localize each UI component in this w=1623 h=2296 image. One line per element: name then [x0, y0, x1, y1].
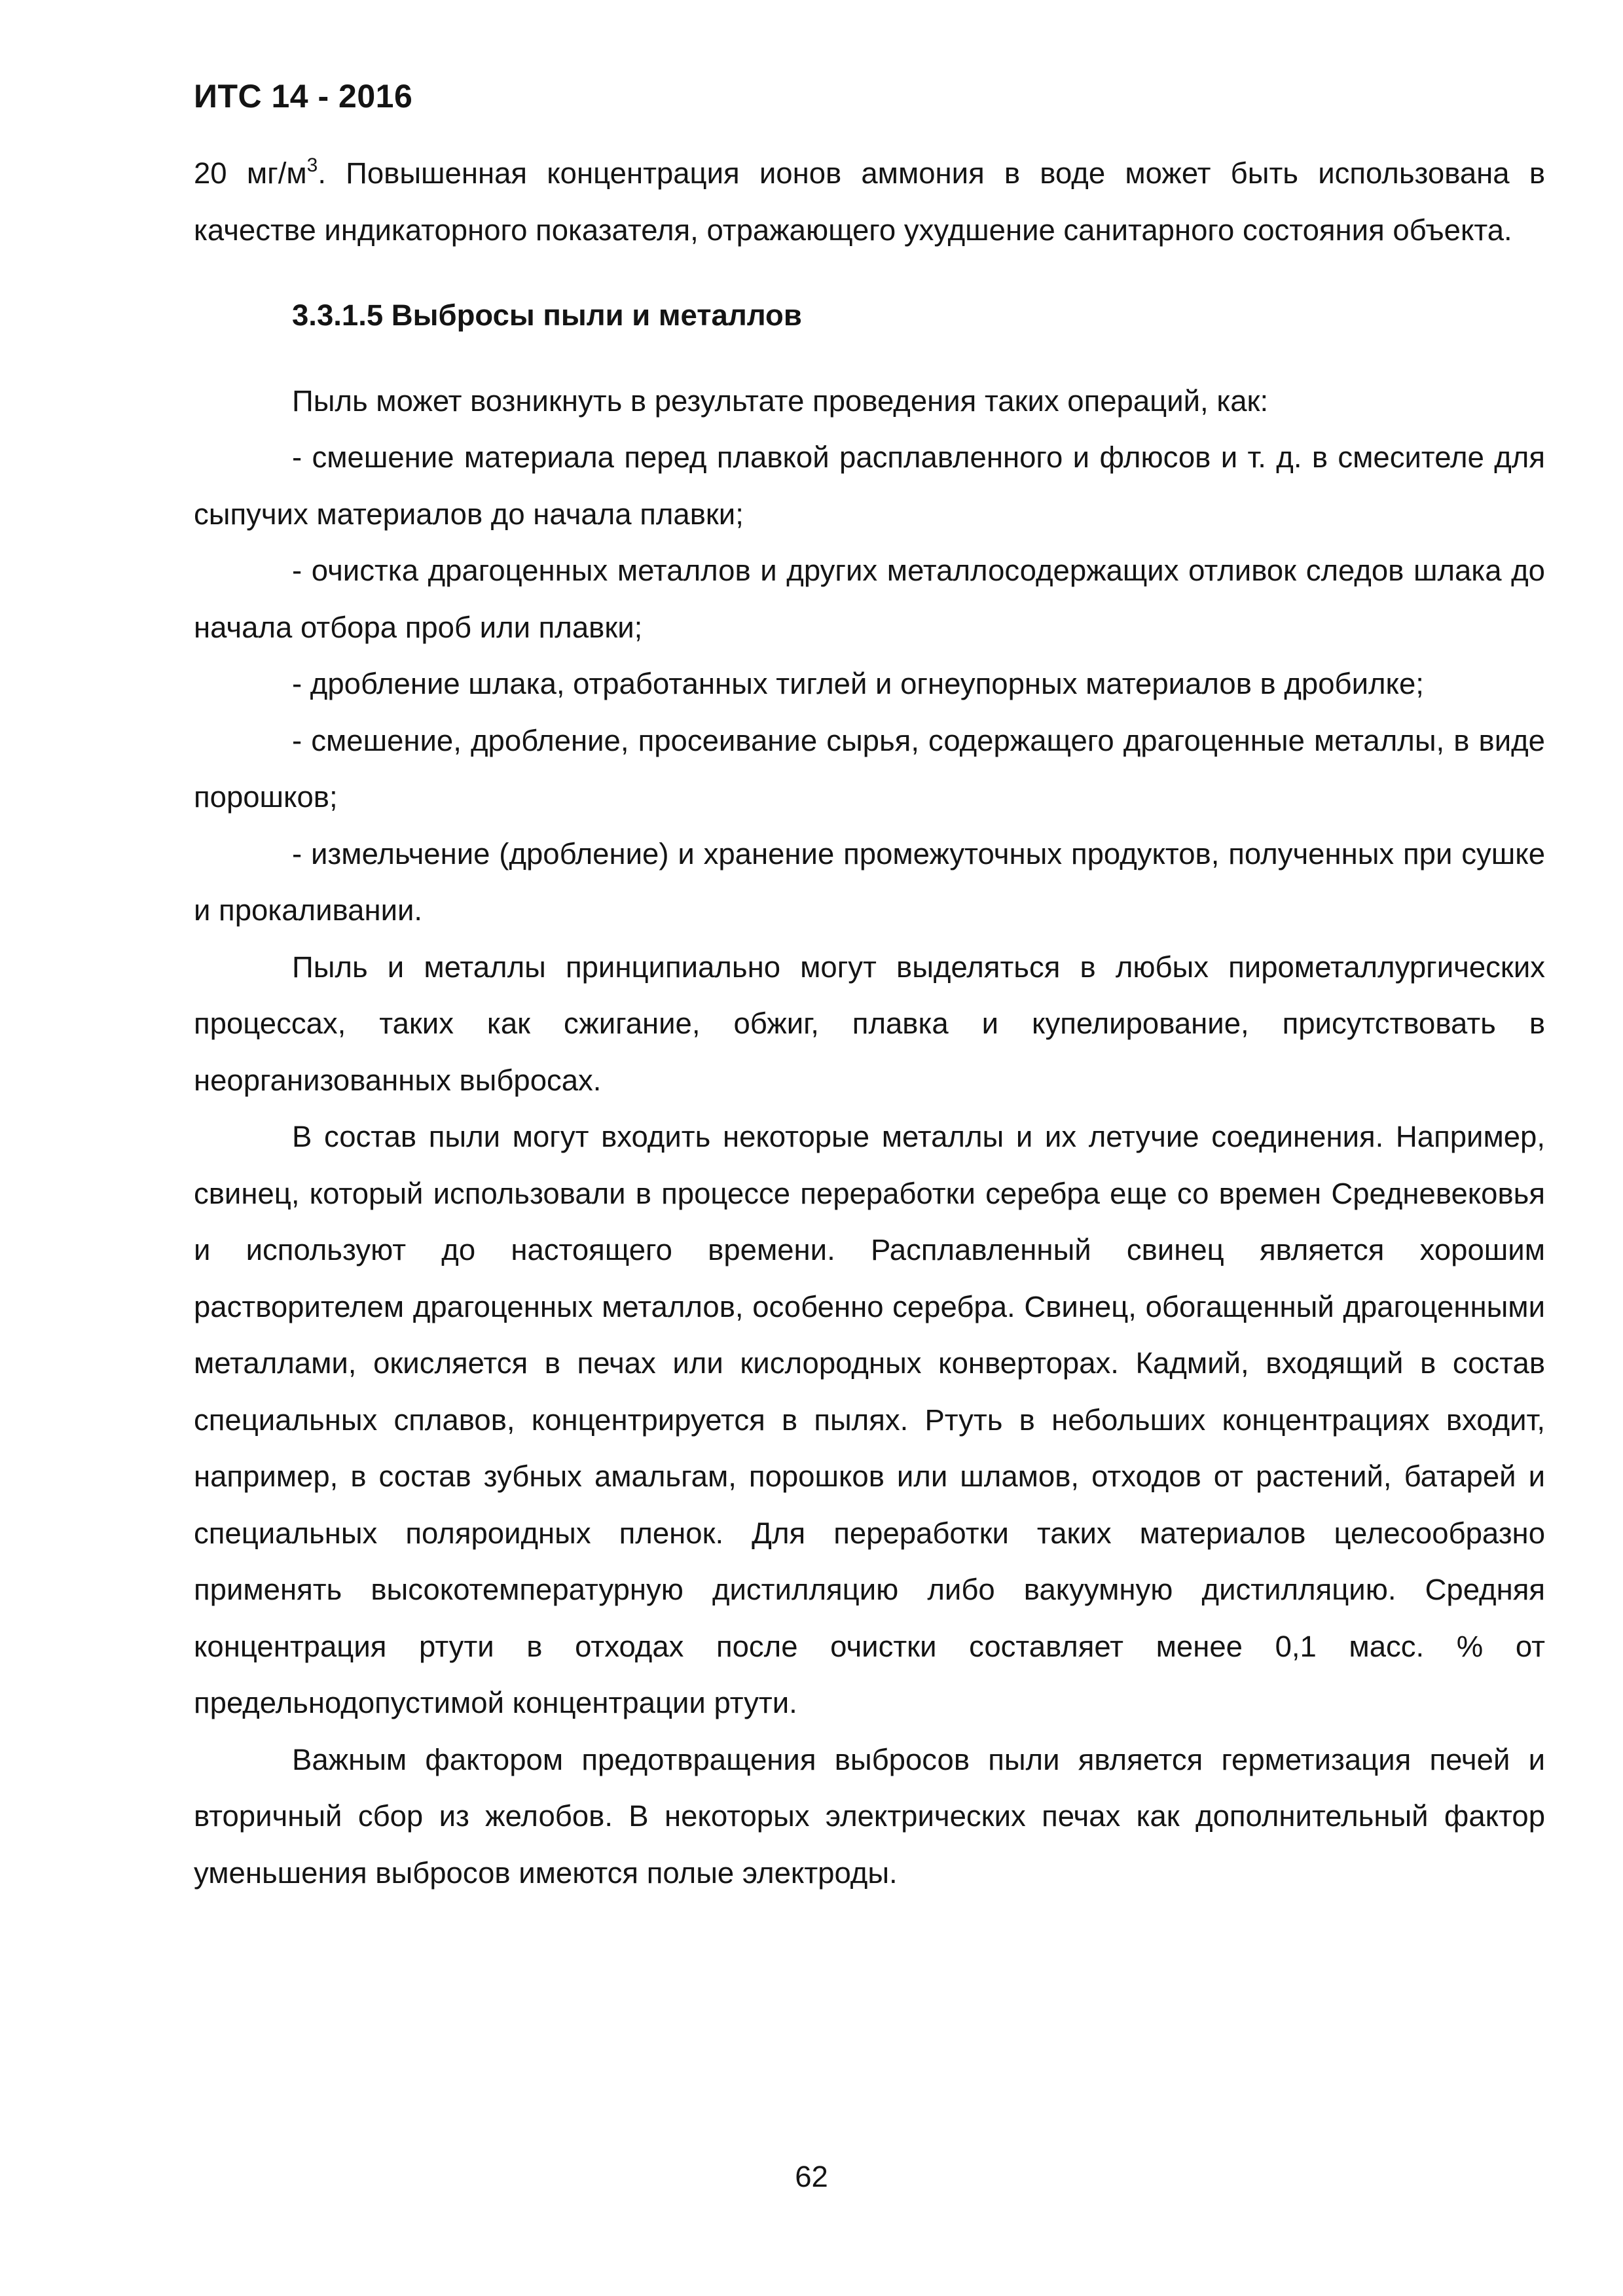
document-body — [194, 145, 1545, 1901]
list-item: - очистка драгоценных металлов и других металлосодержащих отливок следов шлака до начала отбора проб или плавки; — [194, 554, 1545, 644]
list-item: - смешение, дробление, просеивание сырья, содержащего драгоценные металлы, в виде порошков; — [194, 723, 1545, 814]
intro-rest: . Повышенная концентрация ионов аммония в воде может быть использована в качестве индикаторного показателя, отражающего ухудшение санитарного состояния объекта. — [194, 156, 1545, 247]
intro-superscript: 3 — [306, 154, 318, 176]
list-item: - смешение материала перед плавкой расплавленного и флюсов и т. д. в смесителе для сыпучих материалов до начала плавки; — [194, 440, 1545, 531]
paragraph-lead: Пыль может возникнуть в результате проведения таких операций, как: — [292, 384, 1269, 418]
paragraph: Пыль и металлы принципиально могут выделяться в любых пирометаллургических процессах, таких как сжигание, обжиг, плавка и купелирование, присутствовать в неорганизованных выбросах. — [194, 950, 1545, 1097]
intro-paragraph — [194, 145, 1545, 259]
paragraph: Важным фактором предотвращения выбросов пыли является герметизация печей и вторичный сбор из желобов. В некоторых электрических печах как дополнительный фактор уменьшения выбросов имеются полые электроды. — [194, 1742, 1545, 1890]
list-item: - дробление шлака, отработанных тиглей и огнеупорных материалов в дробилке; — [292, 667, 1424, 700]
list-item: - измельчение (дробление) и хранение промежуточных продуктов, полученных при сушке и прокаливании. — [194, 836, 1545, 927]
document-header: ИТС 14 - 2016 — [194, 78, 413, 115]
page-number: 62 — [795, 2160, 828, 2193]
intro-prefix: 20 мг/м — [194, 156, 307, 190]
paragraph: В состав пыли могут входить некоторые металлы и их летучие соединения. Например, свинец, который использовали в процессе переработки серебра еще со времен Средневековья и используют до настоящего времени. Расплавленный свинец является хорошим растворителем драгоценных металлов, особенно серебра. Свинец, обогащенный драгоценными металлами, окисляется в печах или кислородных конверторах. Кадмий, входящий в состав специальных сплавов, концентрируется в пылях. Ртуть в небольших концентрациях входит, например, в состав зубных амальгам, порошков или шламов, отходов от растений, батарей и специальных поляроидных пленок. Для переработки таких материалов целесообразно применять высокотемпературную дистилляцию либо вакуумную дистилляцию. Средняя концентрация ртути в отходах после очистки составляет менее 0,1 масс. % от предельнодопустимой концентрации ртути. — [194, 1120, 1545, 1719]
section-heading: 3.3.1.5 Выбросы пыли и металлов — [292, 298, 802, 332]
